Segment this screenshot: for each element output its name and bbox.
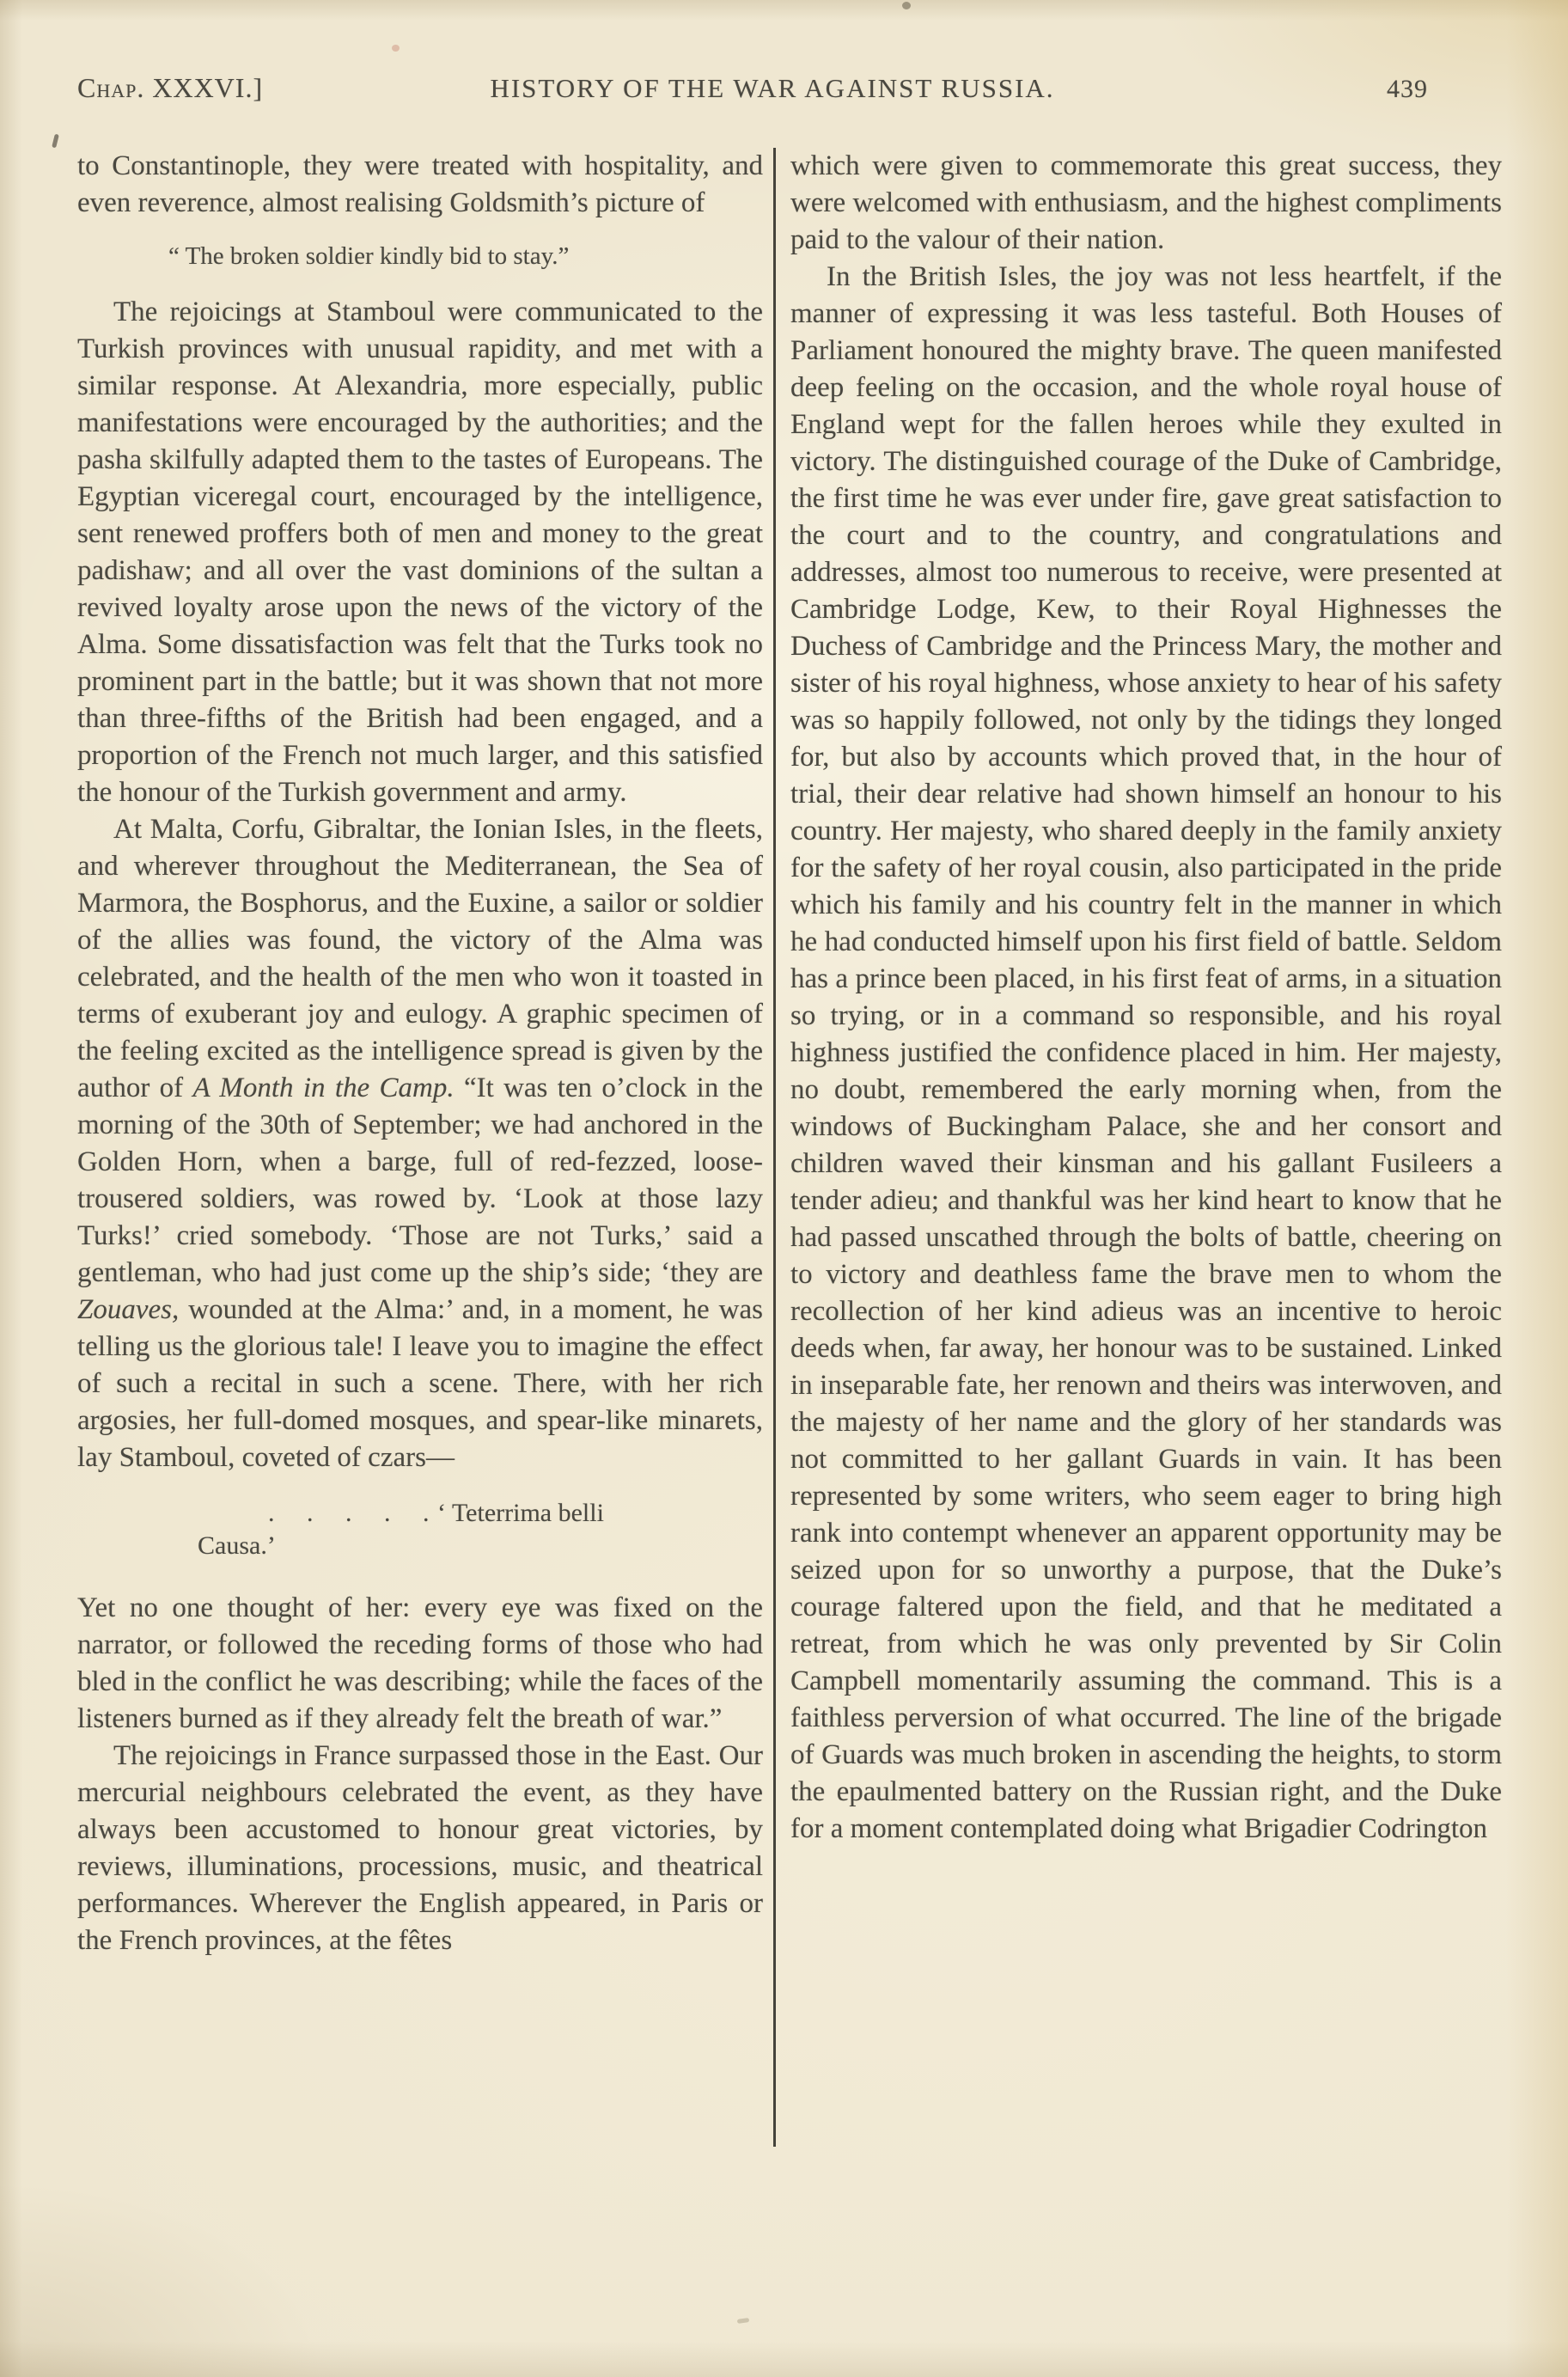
text-segment: which were given to commemorate this great success, they were welcomed with enthusiasm, and the highest compliments paid to the valour of their nation. xyxy=(790,150,1502,255)
ink-speck xyxy=(737,2318,750,2324)
paragraph xyxy=(77,1590,763,1738)
verse-line xyxy=(77,1530,763,1562)
text-segment: wounded at the Alma:’ and, in a moment, he was telling us the glorious tale! I leave you to imagine the effect of such a recital in such a scene. There, with her rich argosies, her full-domed mosques, and spear-like minarets, lay Stamboul, coveted of czars— xyxy=(77,1294,763,1473)
left-column xyxy=(77,148,763,1959)
ink-speck xyxy=(52,134,59,149)
paragraph xyxy=(790,259,1502,1848)
page-header xyxy=(77,74,1502,102)
paragraph xyxy=(77,1738,763,1959)
text-segment: The rejoicings in France surpassed those in the East. Our mercurial neighbours celebrated the event, as they have always been accustomed to honour great victories, by reviews, illuminations, processions, music, and theatrical performances. Wherever the English appeared, in Paris or the French provinces, at the fêtes xyxy=(77,1740,763,1956)
paragraph xyxy=(77,294,763,811)
text-columns xyxy=(77,148,1502,2147)
page-title: HISTORY OF THE WAR AGAINST RUSSIA. xyxy=(490,73,1055,103)
text-segment: “It was ten o’clock in the morning of the 30th of September; we had anchored in the Golden Horn, when a barge, full of red-fezzed, loose-trousered soldiers, was rowed by. ‘Look at those lazy Turks!’ cried somebody. ‘Those are not Turks,’ said a gentleman, who had just come up the ship’s side; ‘they are xyxy=(77,1072,763,1288)
paragraph xyxy=(790,148,1502,259)
chapter-label: Chap. XXXVI.] xyxy=(77,72,264,103)
text-segment: Causa.’ xyxy=(198,1531,276,1560)
paragraph xyxy=(77,811,763,1476)
verse-line xyxy=(77,1497,763,1530)
text-segment: ‘ Teterrima belli xyxy=(430,1499,604,1527)
inline-quote xyxy=(77,241,763,272)
page-number: 439 xyxy=(1387,75,1428,103)
text-segment: Zouaves, xyxy=(77,1294,180,1325)
text-segment: In the British Isles, the joy was not less heartfelt, if the manner of expressing it was less tasteful. Both Houses of Parliament honoured the mighty brave. The queen manifested deep feeling on the occasion, and the whole royal house of England wept for the fallen heroes while they exulted in victory. The distinguished courage of the Duke of Cambridge, the first time he was ever under fire, gave great satisfaction to the court and to the country, and congratulations and addresses, almost too numerous to receive, were presented at Cambridge Lodge, Kew, to their Royal Highnesses the Duchess of Cambridge and the Princess Mary, the mother and sister of his royal highness, whose anxiety to hear of his safety was so happily followed, not only by the tidings they longed for, but also by accounts which proved that, in the hour of trial, their dear relative had shown himself an honour to his country. Her majesty, who shared deeply in the family anxiety for the safety of her royal cousin, also participated in the pride which his family and his country felt in the manner in which he had conducted himself upon his first field of battle. Seldom has a prince been placed, in his first feat of arms, in a situation so trying, or in a command so responsible, and his royal highness justified the confidence placed in him. Her majesty, no doubt, remembered the early morning when, from the windows of Buckingham Palace, she and her consort and children waved their kinsman and his gallant Fusileers a tender adieu; and thankful was her kind heart to know that he had passed unscathed through the bolts of battle, cheering on to victory and deathless fame the brave men to whom the recollection of her kind adieus was an incentive to heroic deeds when, far away, her honour was to be sustained. Linked in inseparable fate, her renown and theirs was interwoven, and the majesty of her name and the glory of her standards was not committed to her gallant Guards in vain. It has been represented by some writers, who seem eager to bring high rank into contempt whenever an apparent opportunity may be seized upon for so unworthy a purpose, that the Duke’s courage faltered upon the field, and that he meditated a retreat, from which he was only prevented by Sir Colin Campbell momentarily assuming the command. This is a faithless perversion of what occurred. The line of the brigade of Guards was much broken in ascending the heights, to storm the epaulmented battery on the Russian right, and the Duke for a moment contemplated doing what Brigadier Codrington xyxy=(790,261,1502,1844)
text-segment: to Constantinople, they were treated with hospitality, and even reverence, almost realising Goldsmith’s picture of xyxy=(77,150,763,218)
text-segment: Yet no one thought of her: every eye was fixed on the narrator, or followed the receding forms of those who had bled in the conflict he was describing; while the faces of the listeners burned as if they already felt the breath of war.” xyxy=(77,1592,763,1734)
text-segment: . . . . . xyxy=(268,1499,431,1527)
ink-speck xyxy=(902,2,911,9)
text-segment: “ The broken soldier kindly bid to stay.” xyxy=(168,242,570,270)
paragraph xyxy=(77,148,763,222)
text-segment: At Malta, Corfu, Gibraltar, the Ionian Isles, in the fleets, and wherever throughout the Mediterranean, the Sea of Marmora, the Bosphorus, and the Euxine, a sailor or soldier of the allies was found, the victory of the Alma was celebrated, and the health of the men who won it toasted in terms of exuberant joy and eulogy. A graphic specimen of the feeling excited as the intelligence spread is given by the author of xyxy=(77,814,763,1103)
text-segment: A Month in the Camp. xyxy=(192,1072,455,1103)
text-segment: The rejoicings at Stamboul were communicated to the Turkish provinces with unusual rapidity, and met with a similar response. At Alexandria, more especially, public manifestations were encouraged by the authorities; and the pasha skilfully adapted them to the tastes of Europeans. The Egyptian viceregal court, encouraged by the intelligence, sent renewed proffers both of men and money to the great padishaw; and all over the vast dominions of the sultan a revived loyalty arose upon the news of the victory of the Alma. Some dissatisfaction was felt that the Turks took no prominent part in the battle; but it was shown that not more than three-fifths of the British had been engaged, and a proportion of the French not much larger, and this satisfied the honour of the Turkish government and army. xyxy=(77,296,763,808)
right-column xyxy=(776,148,1502,1848)
ink-speck xyxy=(392,45,400,52)
verse-quote xyxy=(77,1497,763,1562)
